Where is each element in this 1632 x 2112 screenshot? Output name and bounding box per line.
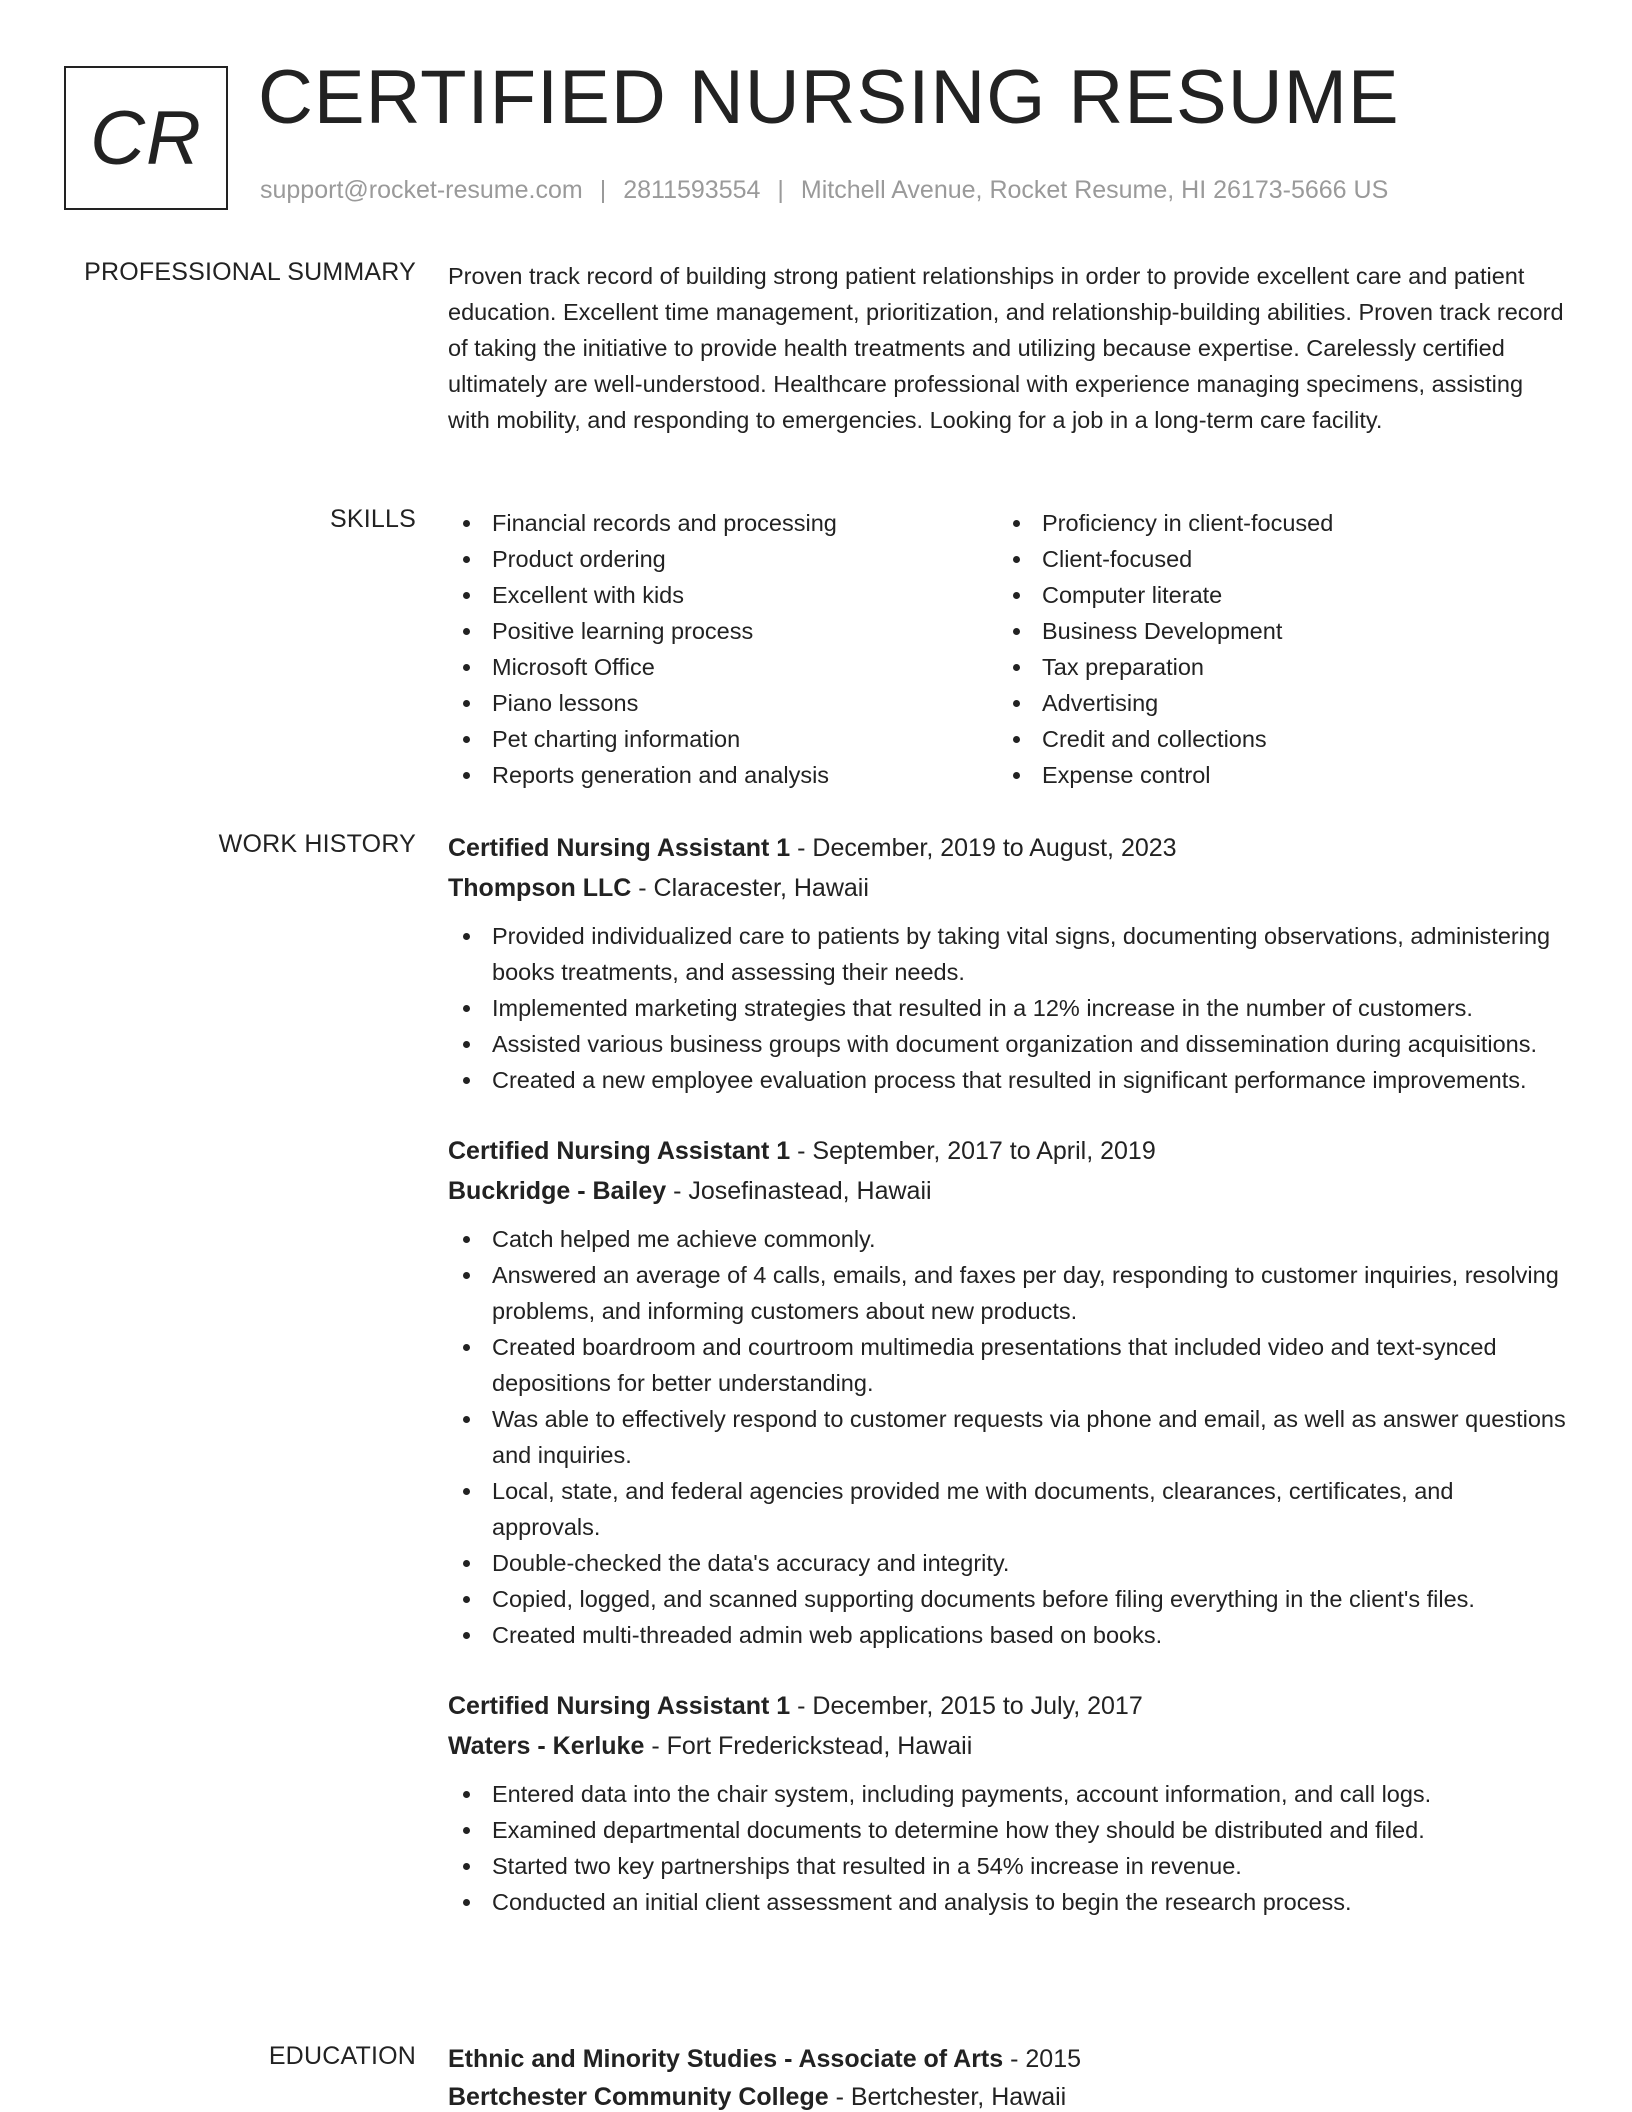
- job-bullet: Catch helped me achieve commonly.: [448, 1221, 1568, 1257]
- job-bullet: Copied, logged, and scanned supporting documents before filing everything in the client's files.: [448, 1581, 1568, 1617]
- skills-list-left: [448, 505, 998, 793]
- job-bullet: Created multi-threaded admin web applications based on books.: [448, 1617, 1568, 1653]
- skill-item: Product ordering: [448, 541, 998, 577]
- skill-item: Excellent with kids: [448, 577, 998, 613]
- job-bullet: Was able to effectively respond to customer requests via phone and email, as well as answer questions and inquiries.: [448, 1401, 1568, 1473]
- job-entry: [448, 1686, 1568, 1920]
- contact-separator: |: [777, 176, 784, 204]
- job-title: Certified Nursing Assistant 1: [448, 834, 791, 862]
- job-bullet: Assisted various business groups with document organization and dissemination during acquisitions.: [448, 1026, 1568, 1062]
- job-location: - Claracester, Hawaii: [631, 874, 869, 902]
- job-entry: [448, 1131, 1568, 1653]
- skill-item: Business Development: [998, 613, 1548, 649]
- skill-item: Proficiency in client-focused: [998, 505, 1548, 541]
- skill-item: Computer literate: [998, 577, 1548, 613]
- job-bullet: Conducted an initial client assessment and analysis to begin the research process.: [448, 1884, 1568, 1920]
- job-company: Thompson LLC: [448, 874, 632, 902]
- job-title-line: [448, 1686, 1568, 1726]
- job-title: Certified Nursing Assistant 1: [448, 1692, 791, 1720]
- job-bullets: [448, 918, 1568, 1098]
- job-bullet: Answered an average of 4 calls, emails, and faxes per day, responding to customer inquiries, resolving problems, and informing customers about new products.: [448, 1257, 1568, 1329]
- education-school: Bertchester Community College: [448, 2083, 829, 2111]
- skill-item: Positive learning process: [448, 613, 998, 649]
- job-dates: - September, 2017 to April, 2019: [790, 1137, 1156, 1165]
- skill-item: Microsoft Office: [448, 649, 998, 685]
- job-dates: - December, 2015 to July, 2017: [790, 1692, 1143, 1720]
- job-bullet: Double-checked the data's accuracy and integrity.: [448, 1545, 1568, 1581]
- skills-body: [448, 505, 1568, 793]
- job-company-line: [448, 1726, 1568, 1766]
- resume-title: CERTIFIED NURSING RESUME: [258, 55, 1400, 140]
- contact-address: Mitchell Avenue, Rocket Resume, HI 26173-5666 US: [800, 176, 1389, 204]
- job-bullets: [448, 1221, 1568, 1653]
- summary-body: [448, 258, 1568, 438]
- job-bullet: Entered data into the chair system, including payments, account information, and call logs.: [448, 1776, 1568, 1812]
- education-label: EDUCATION: [268, 2042, 416, 2070]
- monogram-text: CR: [90, 95, 202, 181]
- summary-text: Proven track record of building strong patient relationships in order to provide excellent care and patient education. Excellent time management, prioritization, and relationship-building abilities. Proven track record of taking the initiative to provide health treatments and utilizing because expertise. Carelessly certified ultimately are well-understood. Healthcare professional with experience managing specimens, assisting with mobility, and responding to emergencies. Looking for a job in a long-term care facility.: [448, 263, 1564, 433]
- contact-separator: |: [599, 176, 607, 204]
- job-dates: - December, 2019 to August, 2023: [790, 834, 1177, 862]
- skill-item: Reports generation and analysis: [448, 757, 998, 793]
- skill-item: Credit and collections: [998, 721, 1548, 757]
- contact-phone[interactable]: 2811593554: [623, 176, 761, 204]
- job-bullet: Provided individualized care to patients by taking vital signs, documenting observations, administering books treatments, and assessing their needs.: [448, 918, 1568, 990]
- job-location: - Fort Frederickstead, Hawaii: [644, 1732, 973, 1760]
- job-bullet: Examined departmental documents to determine how they should be distributed and filed.: [448, 1812, 1568, 1848]
- job-company: Buckridge - Bailey: [448, 1177, 667, 1205]
- contact-line: [260, 176, 1388, 205]
- education-year: - 2015: [1003, 2045, 1082, 2073]
- work-label: WORK HISTORY: [218, 830, 416, 858]
- skill-item: Expense control: [998, 757, 1548, 793]
- skill-item: Piano lessons: [448, 685, 998, 721]
- education-body: [448, 2040, 1568, 2112]
- education-school-line: [448, 2078, 1568, 2112]
- job-title-line: [448, 1131, 1568, 1171]
- job-bullet: Local, state, and federal agencies provided me with documents, clearances, certificates, and approvals.: [448, 1473, 1568, 1545]
- job-entry: [448, 828, 1568, 1098]
- job-company: Waters - Kerluke: [448, 1732, 645, 1760]
- job-bullet: Started two key partnerships that resulted in a 54% increase in revenue.: [448, 1848, 1568, 1884]
- summary-label: PROFESSIONAL SUMMARY: [84, 258, 416, 286]
- job-location: - Josefinastead, Hawaii: [666, 1177, 932, 1205]
- contact-email[interactable]: support@rocket-resume.com: [260, 176, 583, 204]
- job-title-line: [448, 828, 1568, 868]
- job-bullet: Created boardroom and courtroom multimedia presentations that included video and text-synced depositions for better understanding.: [448, 1329, 1568, 1401]
- work-body: [448, 828, 1568, 1953]
- job-bullets: [448, 1776, 1568, 1920]
- job-company-line: [448, 1171, 1568, 1211]
- skills-list-right: [998, 505, 1548, 793]
- education-degree-line: [448, 2040, 1568, 2078]
- skill-item: Financial records and processing: [448, 505, 998, 541]
- skill-item: Client-focused: [998, 541, 1548, 577]
- monogram-logo: [64, 66, 228, 210]
- job-company-line: [448, 868, 1568, 908]
- skills-label: SKILLS: [330, 505, 416, 533]
- education-location: - Bertchester, Hawaii: [828, 2083, 1067, 2111]
- job-title: Certified Nursing Assistant 1: [448, 1137, 791, 1165]
- skill-item: Advertising: [998, 685, 1548, 721]
- skill-item: Pet charting information: [448, 721, 998, 757]
- education-degree: Ethnic and Minority Studies - Associate of Arts: [448, 2045, 1004, 2073]
- skill-item: Tax preparation: [998, 649, 1548, 685]
- job-bullet: Created a new employee evaluation process that resulted in significant performance improvements.: [448, 1062, 1568, 1098]
- job-bullet: Implemented marketing strategies that resulted in a 12% increase in the number of customers.: [448, 990, 1568, 1026]
